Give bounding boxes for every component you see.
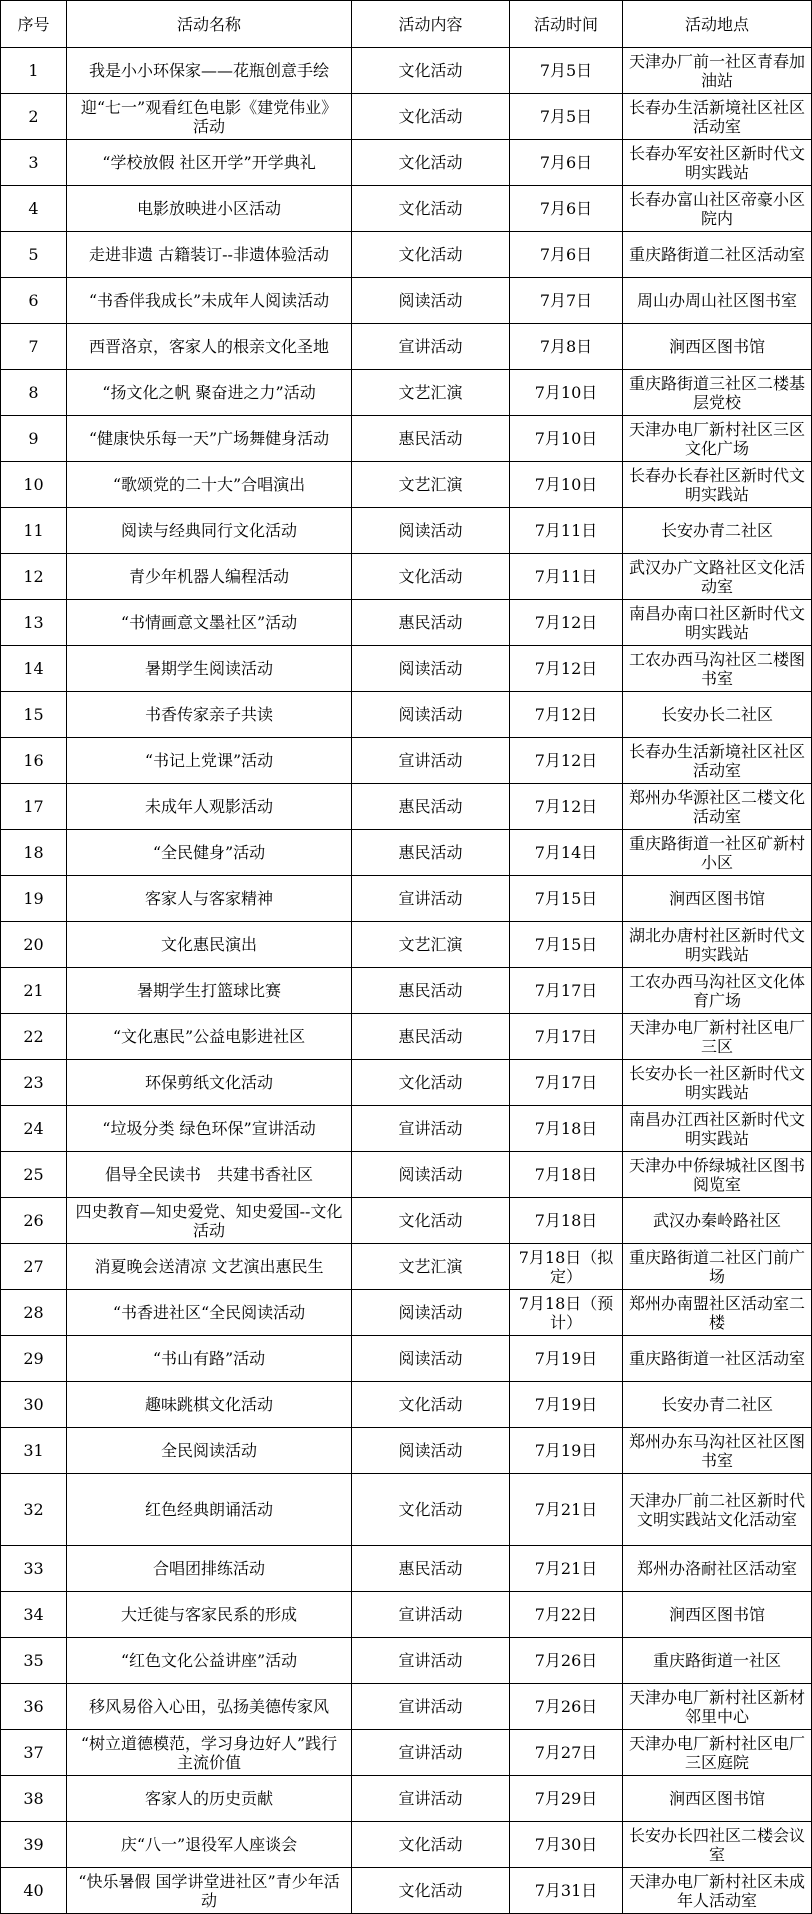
cell-activity-content: 文艺汇演 [352,922,510,968]
cell-activity-date: 7月18日（拟定） [510,1244,623,1290]
cell-number: 25 [1,1152,67,1198]
cell-number: 40 [1,1868,67,1914]
cell-activity-content: 惠民活动 [352,784,510,830]
table-row [1,186,812,232]
table-row [1,1382,812,1428]
cell-number: 11 [1,508,67,554]
cell-number: 12 [1,554,67,600]
table-row [1,462,812,508]
cell-activity-name: 合唱团排练活动 [67,1546,352,1592]
cell-number: 2 [1,94,67,140]
cell-activity-location: 天津办电厂新村社区三区文化广场 [623,416,812,462]
cell-activity-name: 红色经典朗诵活动 [67,1474,352,1546]
cell-activity-name: 未成年人观影活动 [67,784,352,830]
table-row [1,416,812,462]
cell-activity-location: 南昌办南口社区新时代文明实践站 [623,600,812,646]
cell-number: 39 [1,1822,67,1868]
cell-activity-content: 惠民活动 [352,416,510,462]
table-row [1,692,812,738]
cell-activity-content: 文化活动 [352,1060,510,1106]
cell-activity-location: 长春办富山社区帝豪小区院内 [623,186,812,232]
cell-activity-content: 宣讲活动 [352,876,510,922]
cell-activity-location: 涧西区图书馆 [623,1592,812,1638]
cell-activity-name: 客家人与客家精神 [67,876,352,922]
cell-activity-name: “歌颂党的二十大”合唱演出 [67,462,352,508]
table-row [1,1730,812,1776]
cell-activity-date: 7月8日 [510,324,623,370]
cell-activity-location: 天津办电厂新村社区未成年人活动室 [623,1868,812,1914]
cell-number: 22 [1,1014,67,1060]
cell-activity-location: 长安办长二社区 [623,692,812,738]
cell-activity-date: 7月18日 [510,1198,623,1244]
table-row [1,600,812,646]
cell-activity-content: 阅读活动 [352,646,510,692]
cell-activity-content: 文化活动 [352,1868,510,1914]
cell-activity-location: 长安办长一社区新时代文明实践站 [623,1060,812,1106]
table-row [1,1776,812,1822]
cell-activity-location: 郑州办洛耐社区活动室 [623,1546,812,1592]
table-row [1,1822,812,1868]
cell-activity-name: 四史教育—知史爱党、知史爱国--文化活动 [67,1198,352,1244]
cell-number: 26 [1,1198,67,1244]
cell-number: 7 [1,324,67,370]
cell-activity-date: 7月17日 [510,1060,623,1106]
cell-activity-location: 工农办西马沟社区二楼图书室 [623,646,812,692]
cell-activity-date: 7月31日 [510,1868,623,1914]
table-row [1,1244,812,1290]
cell-activity-location: 长安办青二社区 [623,508,812,554]
cell-activity-location: 郑州办南盟社区活动室二楼 [623,1290,812,1336]
cell-number: 27 [1,1244,67,1290]
cell-number: 6 [1,278,67,324]
cell-activity-name: “健康快乐每一天”广场舞健身活动 [67,416,352,462]
table-row [1,1546,812,1592]
cell-number: 29 [1,1336,67,1382]
cell-number: 19 [1,876,67,922]
cell-number: 23 [1,1060,67,1106]
cell-activity-date: 7月29日 [510,1776,623,1822]
cell-activity-date: 7月19日 [510,1382,623,1428]
header-activity-name: 活动名称 [67,1,352,48]
table-row [1,1638,812,1684]
cell-activity-name: “树立道德模范，学习身边好人”践行主流价值 [67,1730,352,1776]
cell-activity-location: 长春办长春社区新时代文明实践站 [623,462,812,508]
cell-activity-date: 7月18日 [510,1106,623,1152]
cell-activity-name: 环保剪纸文化活动 [67,1060,352,1106]
cell-number: 20 [1,922,67,968]
cell-activity-date: 7月12日 [510,784,623,830]
cell-activity-name: 全民阅读活动 [67,1428,352,1474]
cell-activity-content: 文化活动 [352,94,510,140]
cell-activity-name: “红色文化公益讲座”活动 [67,1638,352,1684]
cell-activity-name: “书山有路”活动 [67,1336,352,1382]
cell-activity-name: “书香进社区“全民阅读活动 [67,1290,352,1336]
cell-activity-location: 郑州办华源社区二楼文化活动室 [623,784,812,830]
cell-activity-content: 宣讲活动 [352,1592,510,1638]
cell-activity-date: 7月6日 [510,186,623,232]
cell-activity-location: 长春办生活新境社区社区活动室 [623,94,812,140]
cell-number: 36 [1,1684,67,1730]
cell-number: 18 [1,830,67,876]
cell-activity-content: 宣讲活动 [352,324,510,370]
cell-activity-content: 阅读活动 [352,1428,510,1474]
cell-activity-name: 倡导全民读书 共建书香社区 [67,1152,352,1198]
cell-activity-location: 天津办厂前一社区青春加油站 [623,48,812,94]
cell-activity-content: 文化活动 [352,1474,510,1546]
header-activity-date: 活动时间 [510,1,623,48]
cell-activity-location: 涧西区图书馆 [623,1776,812,1822]
cell-activity-location: 长安办长四社区二楼会议室 [623,1822,812,1868]
cell-activity-date: 7月6日 [510,232,623,278]
cell-activity-content: 文艺汇演 [352,462,510,508]
cell-activity-date: 7月19日 [510,1336,623,1382]
cell-activity-content: 惠民活动 [352,1546,510,1592]
cell-activity-name: 书香传家亲子共读 [67,692,352,738]
cell-activity-content: 宣讲活动 [352,1684,510,1730]
cell-activity-name: 趣味跳棋文化活动 [67,1382,352,1428]
cell-number: 3 [1,140,67,186]
cell-activity-name: “学校放假 社区开学”开学典礼 [67,140,352,186]
cell-activity-content: 文化活动 [352,48,510,94]
cell-activity-date: 7月10日 [510,462,623,508]
cell-activity-name: 暑期学生打篮球比赛 [67,968,352,1014]
cell-activity-location: 重庆路街道二社区活动室 [623,232,812,278]
cell-activity-name: “书情画意文墨社区”活动 [67,600,352,646]
cell-number: 21 [1,968,67,1014]
header-activity-location: 活动地点 [623,1,812,48]
cell-number: 16 [1,738,67,784]
cell-activity-name: 西晋洛京，客家人的根亲文化圣地 [67,324,352,370]
cell-activity-location: 天津办电厂新村社区电厂三区 [623,1014,812,1060]
cell-activity-content: 阅读活动 [352,1152,510,1198]
cell-activity-location: 天津办电厂新村社区新材邻里中心 [623,1684,812,1730]
table-row [1,1428,812,1474]
table-row [1,94,812,140]
cell-activity-location: 涧西区图书馆 [623,876,812,922]
cell-activity-name: 我是小小环保家——花瓶创意手绘 [67,48,352,94]
cell-number: 33 [1,1546,67,1592]
cell-number: 1 [1,48,67,94]
table-row [1,140,812,186]
cell-activity-date: 7月15日 [510,876,623,922]
cell-activity-date: 7月10日 [510,370,623,416]
cell-activity-location: 南昌办江西社区新时代文明实践站 [623,1106,812,1152]
cell-activity-date: 7月5日 [510,48,623,94]
cell-activity-date: 7月14日 [510,830,623,876]
table-row [1,1014,812,1060]
cell-number: 34 [1,1592,67,1638]
cell-activity-content: 宣讲活动 [352,1106,510,1152]
cell-activity-date: 7月17日 [510,1014,623,1060]
table-row [1,278,812,324]
cell-number: 4 [1,186,67,232]
cell-number: 38 [1,1776,67,1822]
cell-activity-name: 文化惠民演出 [67,922,352,968]
table-row [1,1152,812,1198]
cell-activity-content: 阅读活动 [352,692,510,738]
cell-activity-location: 天津办电厂新村社区电厂三区庭院 [623,1730,812,1776]
cell-activity-name: 客家人的历史贡献 [67,1776,352,1822]
cell-activity-date: 7月22日 [510,1592,623,1638]
cell-activity-location: 天津办厂前二社区新时代文明实践站文化活动室 [623,1474,812,1546]
table-row [1,830,812,876]
table-row [1,922,812,968]
cell-activity-date: 7月12日 [510,646,623,692]
cell-activity-date: 7月5日 [510,94,623,140]
cell-activity-name: 电影放映进小区活动 [67,186,352,232]
table-body [1,48,812,1914]
cell-activity-location: 长安办青二社区 [623,1382,812,1428]
cell-activity-date: 7月12日 [510,692,623,738]
cell-activity-location: 郑州办东马沟社区社区图书室 [623,1428,812,1474]
cell-activity-date: 7月6日 [510,140,623,186]
cell-activity-name: “扬文化之帆 聚奋进之力”活动 [67,370,352,416]
cell-activity-content: 宣讲活动 [352,1730,510,1776]
cell-activity-date: 7月12日 [510,738,623,784]
cell-activity-name: “文化惠民”公益电影进社区 [67,1014,352,1060]
cell-activity-location: 周山办周山社区图书室 [623,278,812,324]
table-row [1,1592,812,1638]
cell-activity-name: 暑期学生阅读活动 [67,646,352,692]
cell-number: 32 [1,1474,67,1546]
cell-activity-content: 文化活动 [352,1198,510,1244]
cell-number: 10 [1,462,67,508]
cell-activity-date: 7月26日 [510,1684,623,1730]
cell-number: 28 [1,1290,67,1336]
cell-activity-location: 长春办军安社区新时代文明实践站 [623,140,812,186]
header-activity-content: 活动内容 [352,1,510,48]
table-row [1,1106,812,1152]
cell-number: 31 [1,1428,67,1474]
cell-number: 5 [1,232,67,278]
cell-activity-location: 长春办生活新境社区社区活动室 [623,738,812,784]
cell-activity-date: 7月10日 [510,416,623,462]
cell-activity-date: 7月12日 [510,600,623,646]
cell-activity-content: 阅读活动 [352,1336,510,1382]
cell-number: 17 [1,784,67,830]
cell-activity-name: 青少年机器人编程活动 [67,554,352,600]
table-row [1,324,812,370]
cell-activity-name: “快乐暑假 国学讲堂进社区”青少年活动 [67,1868,352,1914]
cell-activity-location: 重庆路街道一社区活动室 [623,1336,812,1382]
table-row [1,646,812,692]
cell-activity-name: “书记上党课”活动 [67,738,352,784]
table-row [1,1060,812,1106]
cell-activity-content: 文艺汇演 [352,1244,510,1290]
cell-activity-name: 庆“八一”退役军人座谈会 [67,1822,352,1868]
cell-activity-location: 重庆路街道一社区矿新村小区 [623,830,812,876]
table-row [1,784,812,830]
cell-activity-content: 阅读活动 [352,278,510,324]
cell-number: 9 [1,416,67,462]
cell-activity-content: 惠民活动 [352,1014,510,1060]
cell-activity-name: 大迁徙与客家民系的形成 [67,1592,352,1638]
cell-activity-location: 工农办西马沟社区文化体育广场 [623,968,812,1014]
cell-activity-content: 文化活动 [352,186,510,232]
cell-activity-content: 文化活动 [352,140,510,186]
cell-activity-name: 走进非遗 古籍装订--非遗体验活动 [67,232,352,278]
cell-activity-content: 宣讲活动 [352,738,510,784]
cell-activity-content: 文化活动 [352,1382,510,1428]
cell-activity-location: 湖北办唐村社区新时代文明实践站 [623,922,812,968]
cell-activity-date: 7月21日 [510,1474,623,1546]
cell-activity-content: 文艺汇演 [352,370,510,416]
header-number: 序号 [1,1,67,48]
cell-activity-content: 宣讲活动 [352,1638,510,1684]
cell-activity-date: 7月30日 [510,1822,623,1868]
cell-activity-date: 7月17日 [510,968,623,1014]
cell-activity-content: 宣讲活动 [352,1776,510,1822]
table-row [1,554,812,600]
table-row [1,968,812,1014]
cell-activity-name: 移风易俗入心田，弘扬美德传家风 [67,1684,352,1730]
cell-number: 8 [1,370,67,416]
cell-number: 15 [1,692,67,738]
cell-activity-date: 7月11日 [510,554,623,600]
cell-activity-content: 文化活动 [352,554,510,600]
cell-activity-name: “全民健身”活动 [67,830,352,876]
table-row [1,1684,812,1730]
table-row [1,48,812,94]
cell-activity-date: 7月7日 [510,278,623,324]
cell-activity-name: 阅读与经典同行文化活动 [67,508,352,554]
cell-activity-content: 惠民活动 [352,600,510,646]
table-row [1,1290,812,1336]
cell-activity-content: 惠民活动 [352,968,510,1014]
cell-activity-location: 天津办中侨绿城社区图书阅览室 [623,1152,812,1198]
cell-number: 37 [1,1730,67,1776]
table-row [1,1336,812,1382]
cell-activity-date: 7月26日 [510,1638,623,1684]
cell-number: 13 [1,600,67,646]
cell-activity-date: 7月15日 [510,922,623,968]
cell-activity-name: 消夏晚会送清凉 文艺演出惠民生 [67,1244,352,1290]
cell-activity-location: 武汉办广文路社区文化活动室 [623,554,812,600]
table-row [1,876,812,922]
cell-number: 14 [1,646,67,692]
cell-activity-date: 7月18日（预计） [510,1290,623,1336]
cell-activity-content: 阅读活动 [352,508,510,554]
cell-activity-location: 涧西区图书馆 [623,324,812,370]
cell-activity-date: 7月19日 [510,1428,623,1474]
cell-activity-location: 重庆路街道三社区二楼基层党校 [623,370,812,416]
table-row [1,508,812,554]
table-row [1,232,812,278]
cell-activity-location: 重庆路街道一社区 [623,1638,812,1684]
cell-activity-content: 阅读活动 [352,1290,510,1336]
table-row [1,370,812,416]
cell-activity-name: “垃圾分类 绿色环保”宣讲活动 [67,1106,352,1152]
table-row [1,1868,812,1914]
cell-activity-content: 惠民活动 [352,830,510,876]
cell-activity-content: 文化活动 [352,1822,510,1868]
cell-activity-location: 武汉办秦岭路社区 [623,1198,812,1244]
cell-activity-date: 7月27日 [510,1730,623,1776]
cell-number: 30 [1,1382,67,1428]
cell-activity-content: 文化活动 [352,232,510,278]
cell-activity-name: “书香伴我成长”未成年人阅读活动 [67,278,352,324]
cell-activity-name: 迎“七一”观看红色电影《建党伟业》活动 [67,94,352,140]
table-header-row [1,1,812,48]
cell-activity-date: 7月21日 [510,1546,623,1592]
table-row [1,738,812,784]
cell-activity-location: 重庆路街道二社区门前广场 [623,1244,812,1290]
cell-activity-date: 7月11日 [510,508,623,554]
cell-activity-date: 7月18日 [510,1152,623,1198]
table-row [1,1198,812,1244]
table-row [1,1474,812,1546]
cell-number: 35 [1,1638,67,1684]
cell-number: 24 [1,1106,67,1152]
